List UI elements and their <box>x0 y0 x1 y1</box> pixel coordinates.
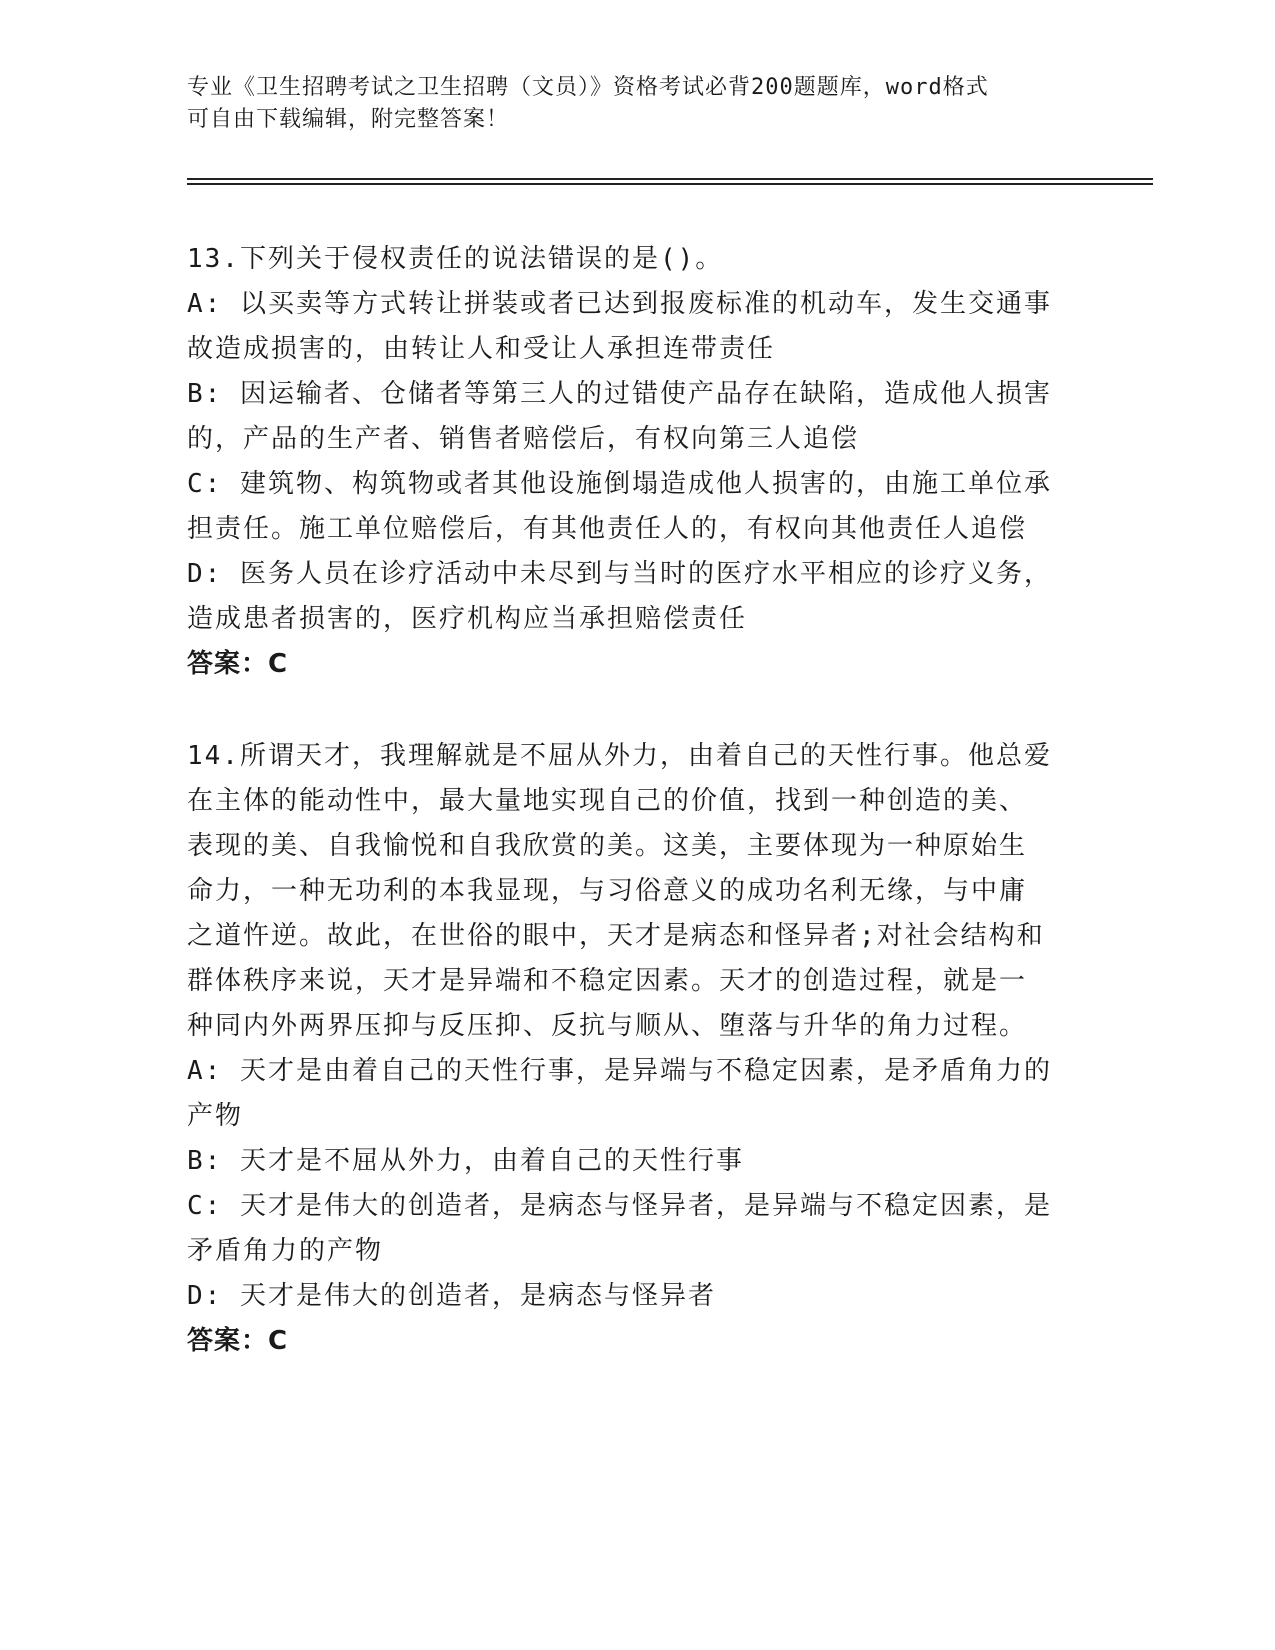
document-header <box>187 72 1067 136</box>
question-13-option-b-cont: 的，产品的生产者、销售者赔偿后，有权向第三人追偿 <box>187 424 860 454</box>
question-14-stem-line: 之道忤逆。故此，在世俗的眼中，天才是病态和怪异者;对社会结构和 <box>187 921 1045 951</box>
question-13-option-d-cont: 造成患者损害的，医疗机构应当承担赔偿责任 <box>187 604 748 634</box>
question-13-option-b: B: 因运输者、仓储者等第三人的过错使产品存在缺陷，造成他人损害 <box>187 379 1052 409</box>
question-13-option-a-cont: 故造成损害的，由转让人和受让人承担连带责任 <box>187 334 776 364</box>
question-13 <box>187 237 1087 687</box>
question-14-stem-line: 14.所谓天才，我理解就是不屈从外力，由着自己的天性行事。他总爱 <box>187 741 1052 771</box>
question-14-option-a-cont: 产物 <box>187 1101 244 1131</box>
question-14-option-d: D: 天才是伟大的创造者，是病态与怪异者 <box>187 1281 716 1311</box>
question-13-option-c: C: 建筑物、构筑物或者其他设施倒塌造成他人损害的，由施工单位承 <box>187 469 1052 499</box>
question-13-option-d: D: 医务人员在诊疗活动中未尽到与当时的医疗水平相应的诊疗义务， <box>187 559 1052 589</box>
header-rule-top <box>187 178 1153 180</box>
question-14-stem-line: 命力，一种无功利的本我显现，与习俗意义的成功名利无缘，与中庸 <box>187 876 1028 906</box>
header-line-1: 专业《卫生招聘考试之卫生招聘（文员）》资格考试必背200题题库，word格式 <box>187 75 989 100</box>
question-14-answer: 答案：C <box>187 1326 289 1356</box>
question-14-option-c: C: 天才是伟大的创造者，是病态与怪异者，是异端与不稳定因素，是 <box>187 1191 1052 1221</box>
question-13-option-c-cont: 担责任。施工单位赔偿后，有其他责任人的，有权向其他责任人追偿 <box>187 514 1028 544</box>
question-13-stem: 13.下列关于侵权责任的说法错误的是()。 <box>187 244 724 274</box>
question-14-stem-line: 群体秩序来说，天才是异端和不稳定因素。天才的创造过程，就是一 <box>187 966 1028 996</box>
question-14-stem-line: 表现的美、自我愉悦和自我欣赏的美。这美，主要体现为一种原始生 <box>187 831 1028 861</box>
question-14-option-a: A: 天才是由着自己的天性行事，是异端与不稳定因素，是矛盾角力的 <box>187 1056 1052 1086</box>
question-14-stem-line: 在主体的能动性中，最大量地实现自己的价值，找到一种创造的美、 <box>187 786 1028 816</box>
question-14-option-b: B: 天才是不屈从外力，由着自己的天性行事 <box>187 1146 744 1176</box>
header-rule-bottom <box>187 183 1153 185</box>
question-13-option-a: A: 以买卖等方式转让拼装或者已达到报废标准的机动车，发生交通事 <box>187 289 1052 319</box>
question-13-answer: 答案：C <box>187 649 289 679</box>
question-14-stem-line: 种同内外两界压抑与反压抑、反抗与顺从、堕落与升华的角力过程。 <box>187 1011 1028 1041</box>
question-14-option-c-cont: 矛盾角力的产物 <box>187 1236 384 1266</box>
header-line-2: 可自由下载编辑，附完整答案！ <box>187 107 510 132</box>
question-14 <box>187 734 1087 1364</box>
